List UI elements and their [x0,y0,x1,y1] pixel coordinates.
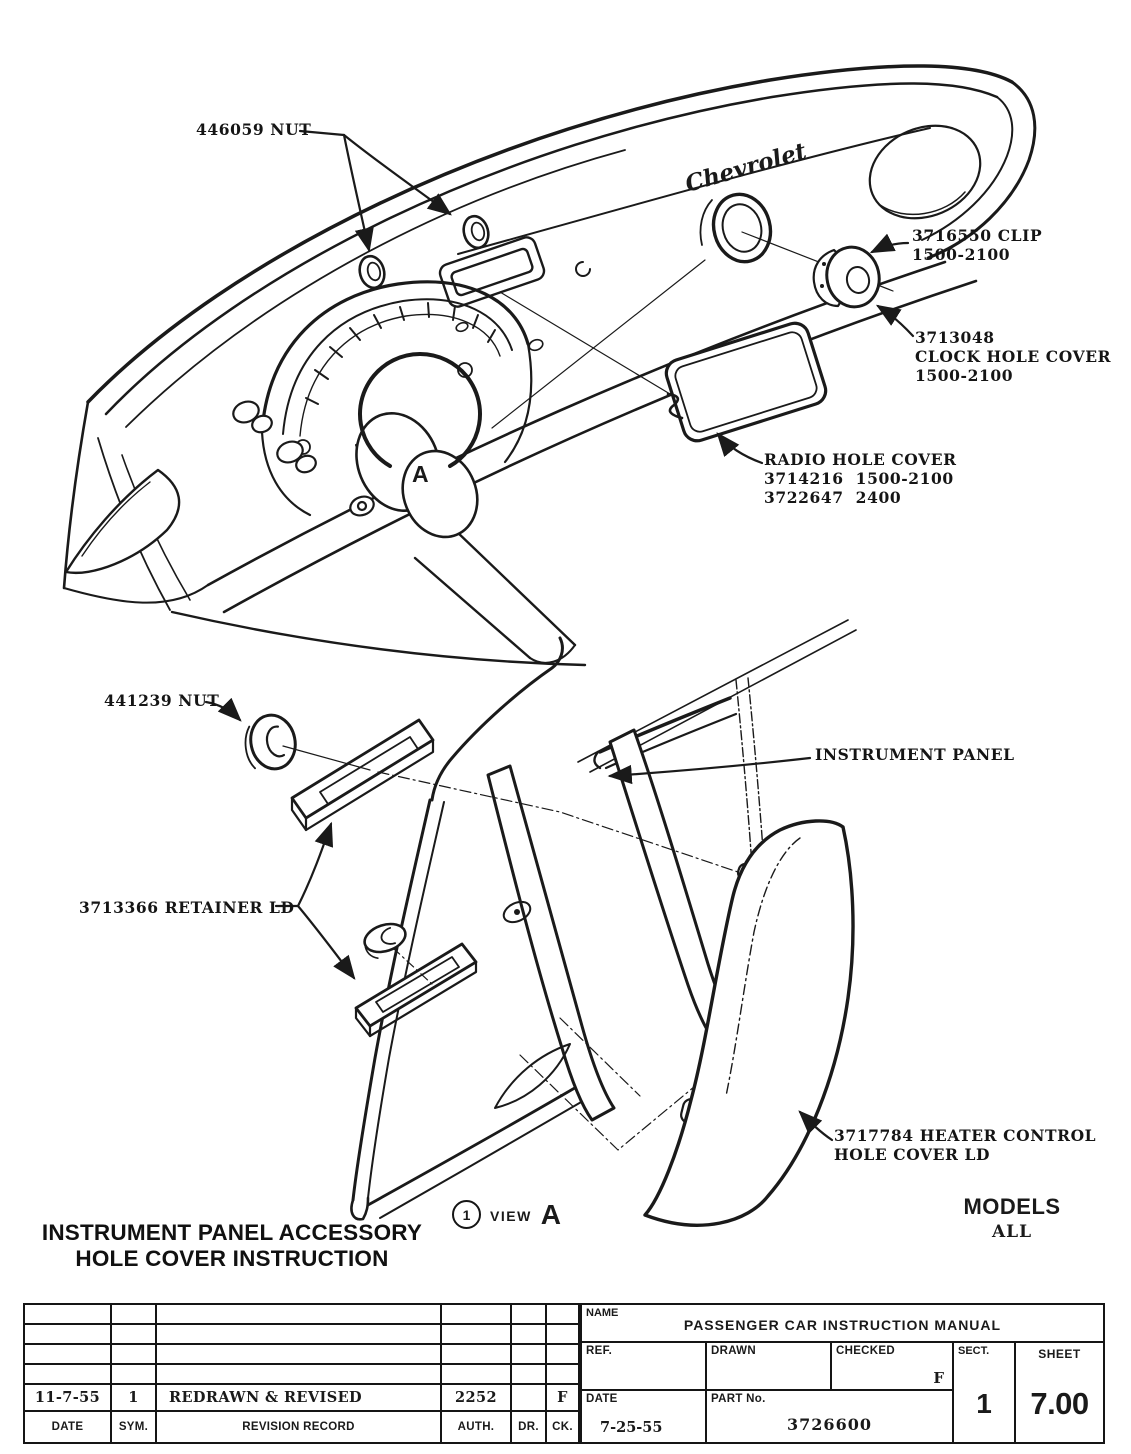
clock-hole-opening [706,188,778,268]
revision-record-table [23,1303,580,1444]
callout-clip-line1: 3716550 CLIP [912,226,1043,245]
part-value: 3726600 [787,1415,872,1434]
dash-script-emblem: Chevrolet [682,137,810,198]
rev-date-value: 11-7-55 [25,1385,112,1412]
retainer-plate-upper [292,720,433,830]
sheet-label: SHEET [1038,1347,1081,1361]
callout-446059-nut: 446059 NUT [196,120,312,139]
rev-sym-value: 1 [112,1385,157,1412]
sect-cell [954,1343,1016,1442]
rev-record-header: REVISION RECORD [157,1412,442,1442]
rev-ck-header: CK. [552,1421,573,1433]
checked-label: CHECKED [836,1345,895,1357]
date-label: DATE [586,1393,618,1405]
panel-exploded-diagram [206,620,856,1225]
models-heading: MODELS [963,1194,1061,1219]
speed-nut-1 [356,253,387,290]
callout-radio-cover [764,450,957,507]
callout-heater-cover [834,1126,1096,1164]
drawing-title [36,1220,428,1272]
callout-radio-line3: 3722647 2400 [764,488,902,507]
rev-dr-value [512,1385,547,1412]
title-block [23,1303,1105,1444]
name-value: PASSENGER CAR INSTRUCTION MANUAL [683,1317,1002,1333]
callout-clip [912,226,1042,264]
models-block [952,1196,1072,1242]
view-word: VIEW [490,1208,532,1224]
view-letter: A [540,1198,562,1230]
sect-value: 1 [976,1388,992,1419]
callout-441239-nut: 441239 NUT [104,691,220,710]
ref-cell [582,1343,707,1389]
callout-heater-line2: HOLE COVER LD [834,1145,991,1164]
retainer-clip-small [576,262,590,276]
callout-clock-line2: CLOCK HOLE COVER [915,347,1112,366]
drawn-cell [707,1343,832,1389]
detail-marker-a: A [412,461,429,487]
name-label: NAME [586,1307,619,1319]
date-value: 7-25-55 [600,1419,663,1436]
nut-441239-part [240,711,300,774]
view-number-circle: 1 [452,1200,481,1229]
callout-clock-line1: 3713048 [915,328,995,347]
date-cell [582,1391,707,1442]
part-label: PART No. [711,1393,766,1405]
drawn-label: DRAWN [711,1345,756,1357]
callout-heater-line1: 3717784 HEATER CONTROL [834,1126,1097,1145]
sheet-value: 7.00 [1030,1386,1089,1421]
callout-clock-cover [915,328,1111,385]
callout-instrument-panel: INSTRUMENT PANEL [815,745,1015,764]
rev-date-header: DATE [25,1412,112,1442]
checked-value: F [933,1369,944,1387]
sect-label: SECT. [958,1345,990,1357]
rev-ck-value: F [547,1385,578,1412]
drawing-title-line2: HOLE COVER INSTRUCTION [75,1246,389,1271]
name-row [582,1305,1103,1343]
rev-auth-header: AUTH. [442,1412,512,1442]
callout-radio-line2: 3714216 1500-2100 [764,469,954,488]
ref-label: REF. [586,1345,613,1357]
drawing-title-line1: INSTRUMENT PANEL ACCESSORY [41,1220,423,1245]
callout-radio-line1: RADIO HOLE COVER [764,450,957,469]
radio-hole-cover-part [663,320,829,445]
models-value: ALL [991,1222,1033,1242]
callout-clip-line2: 1500-2100 [912,245,1011,264]
dashboard-diagram [64,66,1035,665]
checked-cell [832,1343,952,1389]
view-note [452,1200,561,1229]
callout-retainer: 3713366 RETAINER LD [79,898,295,917]
part-cell [707,1391,952,1442]
callout-clock-line3: 1500-2100 [915,366,1014,385]
rev-record-value: REDRAWN & REVISED [157,1385,442,1412]
rev-sym-header: SYM. [112,1412,157,1442]
drawing-info-table [580,1303,1105,1444]
rev-auth-value: 2252 [442,1385,512,1412]
sheet-cell [1016,1343,1103,1442]
rev-dr-header: DR. [512,1412,547,1442]
clock-hole-cover-part [814,242,885,312]
